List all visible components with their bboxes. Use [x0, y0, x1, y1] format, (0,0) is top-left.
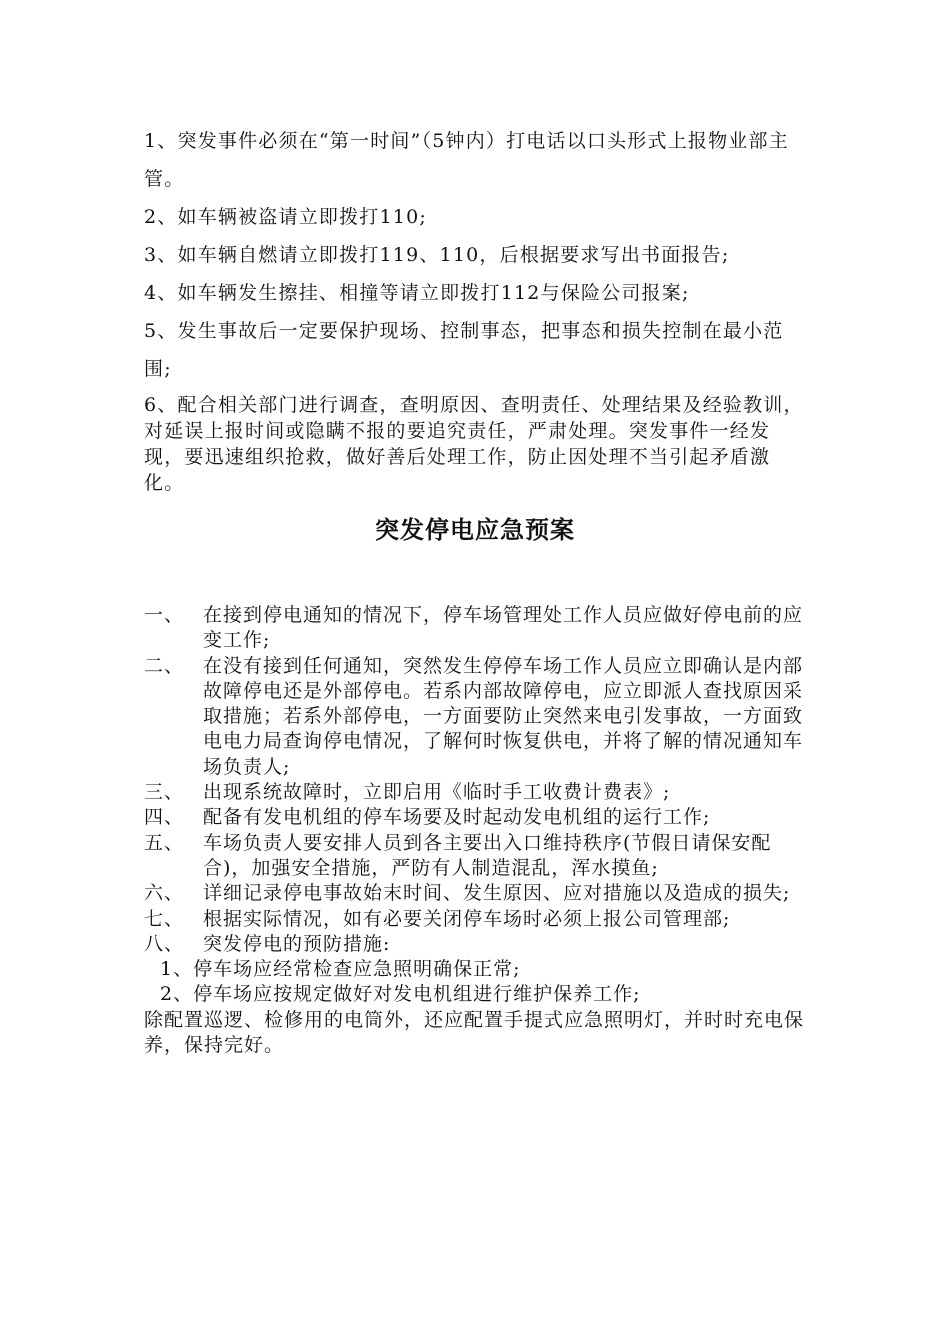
item-number: 二、: [144, 654, 185, 677]
sub-item-1: 1、停车场应经常检查应急照明确保正常;: [160, 958, 521, 981]
list-item: [144, 881, 812, 906]
power-outage-plan: [144, 603, 812, 1058]
item-text: 突发停电的预防措施:: [203, 932, 391, 955]
list-item: [144, 907, 812, 932]
incident-procedures: [144, 122, 808, 496]
list-item: [144, 603, 812, 654]
list-item: [144, 932, 812, 957]
paragraph-3: 3、如车辆自燃请立即拨打119、110，后根据要求写出书面报告;: [144, 244, 730, 266]
item-number: 八、: [144, 932, 185, 955]
item-text: 车场负责人要安排人员到各主要出入口维持秩序(节假日请保安配合)，加强安全措施，严防有人制造混乱，浑水摸鱼;: [203, 831, 772, 879]
item-number: 六、: [144, 882, 185, 905]
item-text: 在没有接到任何通知，突然发生停停车场工作人员应立即确认是内部故障停电还是外部停电。若系内部故障停电，应立即派人查找原因采取措施；若系外部停电，一方面要防止突然来电引发事故，一方面致电电力局查询停电情况，了解何时恢复供电，并将了解的情况通知车场负责人;: [203, 654, 804, 778]
paragraph-5: 5、发生事故后一定要保护现场、控制事态，把事态和损失控制在最小范围;: [144, 320, 784, 380]
paragraph-1: 1、突发事件必须在“第一时间”（5钟内）打电话以口头形式上报物业部主管。: [144, 130, 789, 190]
closing-paragraph: 除配置巡逻、检修用的电筒外，还应配置手提式应急照明灯，并时时充电保养，保持完好。: [144, 1008, 805, 1057]
item-number: 四、: [144, 806, 185, 829]
list-item: [144, 654, 812, 780]
paragraph-2: 2、如车辆被盗请立即拨打110;: [144, 206, 427, 228]
paragraph-4: 4、如车辆发生擦挂、相撞等请立即拨打112与保险公司报案;: [144, 282, 690, 304]
item-text: 在接到停电通知的情况下，停车场管理处工作人员应做好停电前的应变工作;: [203, 604, 804, 652]
item-text: 根据实际情况，如有必要关闭停车场时必须上报公司管理部;: [203, 907, 731, 930]
list-item: [144, 805, 812, 830]
item-number: 七、: [144, 907, 185, 930]
sub-item-2: 2、停车场应按规定做好对发电机组进行维护保养工作;: [160, 983, 641, 1006]
item-text: 出现系统故障时，立即启用《临时手工收费计费表》;: [203, 781, 671, 804]
item-number: 三、: [144, 781, 185, 804]
item-number: 五、: [144, 831, 185, 854]
item-text: 详细记录停电事故始末时间、发生原因、应对措施以及造成的损失;: [203, 882, 791, 905]
page-title: 突发停电应急预案: [375, 516, 575, 544]
list-item: [144, 831, 812, 882]
list-item: [144, 780, 812, 805]
item-text: 配备有发电机组的停车场要及时起动发电机组的运行工作;: [203, 806, 711, 829]
item-number: 一、: [144, 604, 185, 626]
paragraph-6: 6、配合相关部门进行调查，查明原因、查明责任、处理结果及经验教训，对延误上报时间或隐瞒不报的要追究责任，严肃处理。突发事件一经发现，要迅速组织抢救，做好善后处理工作，防止因处理不当引起矛盾激化。: [144, 394, 804, 494]
